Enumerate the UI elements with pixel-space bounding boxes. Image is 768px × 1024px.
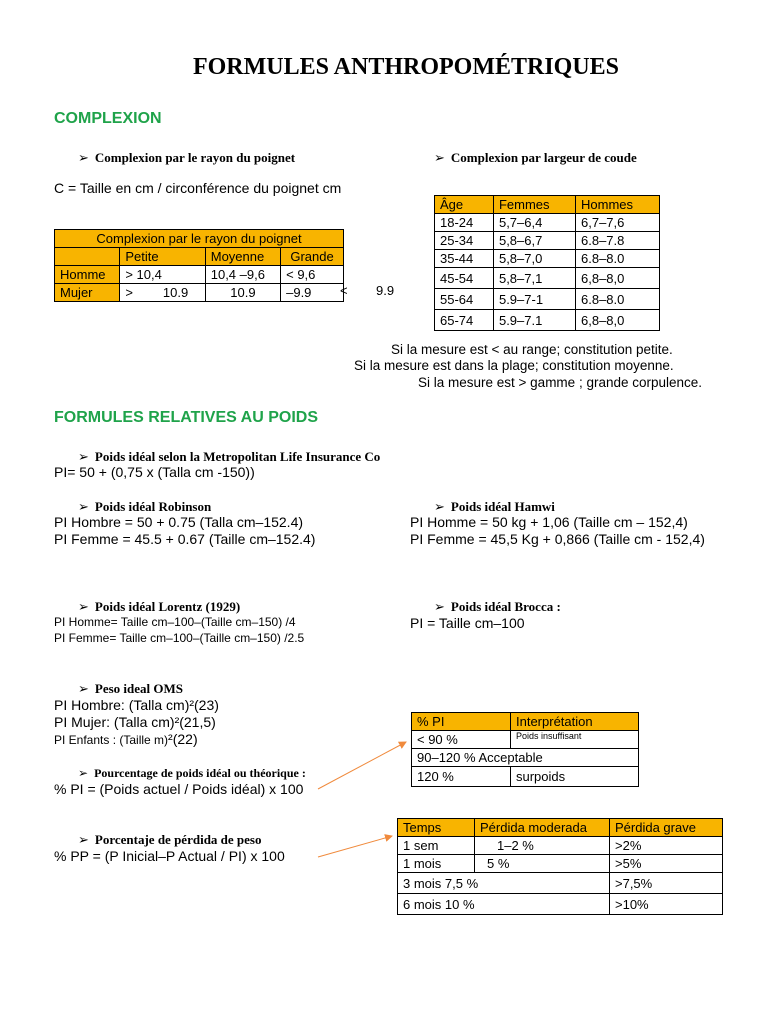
table-cell: 5.9–7.1 <box>493 310 575 331</box>
arrow-to-pp-table <box>318 836 392 857</box>
table-cell: Homme <box>55 266 120 284</box>
table-cell: Grande <box>281 248 344 266</box>
table-cell: 35-44 <box>435 250 494 268</box>
brocca-formula: PI = Taille cm–100 <box>410 615 525 631</box>
bullet-wrist: ➢ Complexion par le rayon du poignet <box>78 150 296 165</box>
lorentz-homme: PI Homme= Taille cm–100–(Taille cm–150) /4 <box>54 615 296 629</box>
table-cell: 25-34 <box>435 232 494 250</box>
oms-hombre: PI Hombre: (Talla cm)²(23) <box>54 697 219 713</box>
table-cell: 5 % <box>475 855 610 873</box>
table-header: Temps <box>398 819 475 837</box>
table-cell: Moyenne <box>205 248 280 266</box>
table-cell: 6,8–8,0 <box>576 310 660 331</box>
bullet-lorentz: ➢ Poids idéal Lorentz (1929) <box>78 599 241 614</box>
arrow-bullet-icon: ➢ <box>434 150 445 165</box>
arrow-bullet-icon: ➢ <box>434 599 445 614</box>
table-cell: Petite <box>120 248 205 266</box>
table-header: Femmes <box>493 196 575 214</box>
arrow-bullet-icon: ➢ <box>78 681 89 696</box>
arrow-bullet-icon: ➢ <box>78 499 89 514</box>
bullet-oms: ➢ Peso ideal OMS <box>78 681 184 696</box>
table-cell: 6.8–8.0 <box>576 250 660 268</box>
page-title: FORMULES ANTHROPOMÉTRIQUES <box>192 54 620 80</box>
table-cell: >2% <box>610 837 723 855</box>
oms-mujer: PI Mujer: (Talla cm)²(21,5) <box>54 714 216 730</box>
table-cell: 120 % <box>412 767 511 787</box>
bullet-perdida: ➢ Porcentaje de pérdida de peso <box>78 832 262 847</box>
bullet-robinson: ➢ Poids idéal Robinson <box>78 499 212 514</box>
robinson-femme: PI Femme = 45.5 + 0.67 (Taille cm–152.4) <box>54 531 316 547</box>
section-heading-complexion: COMPLEXION <box>54 110 162 127</box>
perdida-formula: % PP = (P Inicial–P Actual / PI) x 100 <box>54 848 285 864</box>
metlife-formula: PI= 50 + (0,75 x (Talla cm -150)) <box>54 464 255 480</box>
table-cell: 55-64 <box>435 289 494 310</box>
table-cell: 90–120 % Acceptable <box>412 749 639 767</box>
oms-enfants: PI Enfants : (Taille m)²(22) <box>54 731 198 747</box>
table-cell: 6.8–8.0 <box>576 289 660 310</box>
wrist-outside-lt: < <box>340 283 348 298</box>
table-cell: surpoids <box>511 767 639 787</box>
arrow-bullet-icon: ➢ <box>78 766 89 780</box>
table-cell: 3 mois 7,5 % <box>398 873 610 894</box>
table-cell: 6,7–7,6 <box>576 214 660 232</box>
section-heading-poids: FORMULES RELATIVES AU POIDS <box>54 409 319 426</box>
table-cell: >10% <box>610 894 723 915</box>
arrow-bullet-icon: ➢ <box>78 449 89 464</box>
table-header: Âge <box>435 196 494 214</box>
table-cell: 1 sem <box>398 837 475 855</box>
table-header: % PI <box>412 713 511 731</box>
table-header: Hommes <box>576 196 660 214</box>
bullet-hamwi: ➢ Poids idéal Hamwi <box>434 499 555 514</box>
table-cell: > 10,4 <box>120 266 205 284</box>
lorentz-femme: PI Femme= Taille cm–100–(Taille cm–150) /2.5 <box>54 631 305 645</box>
bullet-pct: ➢ Pourcentage de poids idéal ou théorique : <box>78 766 306 780</box>
table-cell: 18-24 <box>435 214 494 232</box>
table-cell: 10,4 –9,6 <box>205 266 280 284</box>
table-cell: 45-54 <box>435 268 494 289</box>
note-moyenne: Si la mesure est dans la plage; constitution moyenne. <box>354 358 674 373</box>
table-cell: Mujer <box>55 284 120 302</box>
table-cell: 5,8–7,0 <box>493 250 575 268</box>
table-cell: >5% <box>610 855 723 873</box>
arrow-bullet-icon: ➢ <box>78 599 89 614</box>
table-cell: 5,7–6,4 <box>493 214 575 232</box>
table-cell: 1–2 % <box>475 837 610 855</box>
bullet-elbow: ➢ Complexion par largeur de coude <box>434 150 637 165</box>
bullet-metlife: ➢ Poids idéal selon la Metropolitan Life Insurance Co <box>78 449 381 464</box>
complexion-formula: C = Taille en cm / circonférence du poignet cm <box>54 180 342 196</box>
arrow-bullet-icon: ➢ <box>78 150 89 165</box>
wrist-outside-val: 9.9 <box>376 283 395 298</box>
arrow-bullet-icon: ➢ <box>434 499 445 514</box>
table-cell: 6,8–8,0 <box>576 268 660 289</box>
table-cell: 1 mois <box>398 855 475 873</box>
table-cell: 5,8–6,7 <box>493 232 575 250</box>
table-header: Pérdida grave <box>610 819 723 837</box>
table-cell: < 9,6 <box>281 266 344 284</box>
table-cell: >7,5% <box>610 873 723 894</box>
pct-formula: % PI = (Poids actuel / Poids idéal) x 100 <box>54 781 304 797</box>
bullet-brocca: ➢ Poids idéal Brocca : <box>434 599 561 614</box>
table-cell: 5,8–7,1 <box>493 268 575 289</box>
note-grande: Si la mesure est > gamme ; grande corpulence. <box>418 375 703 390</box>
table-cell: 10.9 <box>205 284 280 302</box>
hamwi-femme: PI Femme = 45,5 Kg + 0,866 (Taille cm - 152,4) <box>410 531 705 547</box>
robinson-homme: PI Hombre = 50 + 0.75 (Talla cm–152.4) <box>54 514 304 530</box>
table-header: Interprétation <box>511 713 639 731</box>
wrist-table-caption: Complexion par le rayon du poignet <box>55 230 344 248</box>
table-cell: > 10.9 <box>120 284 205 302</box>
hamwi-homme: PI Homme = 50 kg + 1,06 (Taille cm – 152,4) <box>410 514 688 530</box>
table-cell: –9.9 <box>281 284 344 302</box>
table-cell: 6.8–7.8 <box>576 232 660 250</box>
table-cell: 5.9–7-1 <box>493 289 575 310</box>
table-cell: 65-74 <box>435 310 494 331</box>
table-cell: Poids insuffisant <box>511 731 639 749</box>
arrow-to-pi-table <box>318 742 406 789</box>
table-cell: 6 mois 10 % <box>398 894 610 915</box>
table-header: Pérdida moderada <box>475 819 610 837</box>
table-cell: < 90 % <box>412 731 511 749</box>
arrow-bullet-icon: ➢ <box>78 832 89 847</box>
note-petite: Si la mesure est < au range; constitution petite. <box>391 342 673 357</box>
